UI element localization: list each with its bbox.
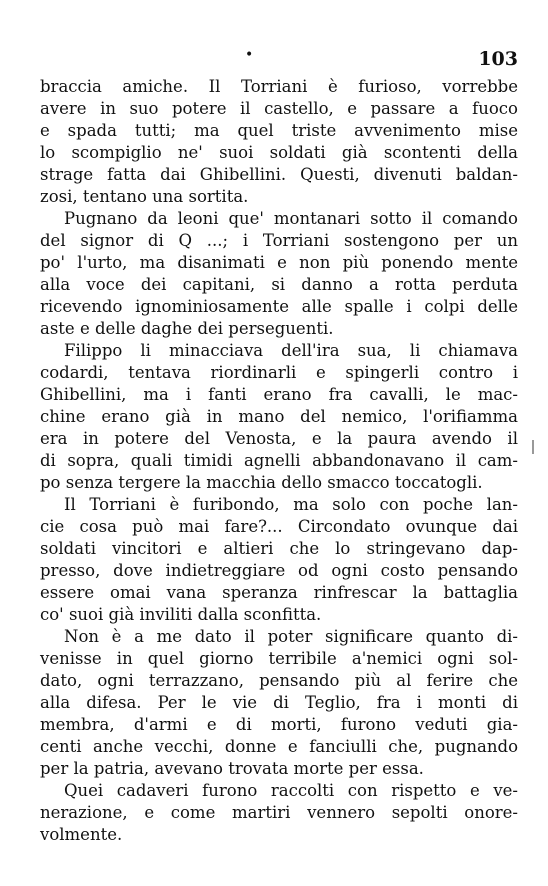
text-line: venisse in quel giorno terribile a'nemici ogni sol- <box>40 649 518 668</box>
paragraph-1 <box>40 76 518 208</box>
page-number: 103 <box>478 48 518 70</box>
text-line: Quei cadaveri furono raccolti con rispetto e ve- <box>64 781 518 800</box>
text-line: avere in suo potere il castello, e passare a fuoco <box>40 99 518 118</box>
paragraph-4 <box>40 494 518 626</box>
page-header <box>40 44 518 74</box>
text-line: dato, ogni terrazzano, pensando più al ferire che <box>40 671 518 690</box>
text-line: alla voce dei capitani, si danno a rotta perduta <box>40 275 518 294</box>
text-line: Ghibellini, ma i fanti erano fra cavalli, le mac- <box>40 385 518 404</box>
text-line: volmente. <box>40 825 123 844</box>
margin-mark <box>532 440 534 454</box>
text-line: e spada tutti; ma quel triste avvenimento mise <box>40 121 518 140</box>
text-line: po senza tergere la macchia dello smacco toccatogli. <box>40 473 483 492</box>
header-marker: • <box>245 47 254 63</box>
paragraph-3 <box>40 340 518 494</box>
paragraph-2 <box>40 208 518 340</box>
text-line: membra, d'armi e di morti, furono veduti gia- <box>40 715 518 734</box>
text-line: codardi, tentava riordinarli e spingerli contro i <box>40 363 518 382</box>
text-line: zosi, tentano una sortita. <box>40 187 249 206</box>
text-line: po' l'urto, ma disanimati e non più ponendo mente <box>40 253 518 272</box>
text-line: era in potere del Venosta, e la paura avendo il <box>40 429 518 448</box>
text-line: per la patria, avevano trovata morte per essa. <box>40 759 424 778</box>
text-line: nerazione, e come martiri vennero sepolti onore- <box>40 803 518 822</box>
text-line: lo scompiglio ne' suoi soldati già scontenti della <box>40 143 518 162</box>
text-line: del signor di Q ...; i Torriani sostengono per un <box>40 231 518 250</box>
text-line: alla difesa. Per le vie di Teglio, fra i monti di <box>40 693 518 712</box>
text-line: di sopra, quali timidi agnelli abbandonavano il cam- <box>40 451 518 470</box>
text-line: presso, dove indietreggiare od ogni costo pensando <box>40 561 518 580</box>
paragraph-6 <box>40 780 518 846</box>
text-line: co' suoi già inviliti dalla sconfitta. <box>40 605 322 624</box>
text-line: essere omai vana speranza rinfrescar la battaglia <box>40 583 518 602</box>
text-line: Non è a me dato il poter significare quanto di- <box>64 627 518 646</box>
text-line: Il Torriani è furibondo, ma solo con poche lan- <box>64 495 518 514</box>
text-line: braccia amiche. Il Torriani è furioso, vorrebbe <box>40 77 518 96</box>
text-line: ricevendo ignominiosamente alle spalle i colpi delle <box>40 297 518 316</box>
text-line: soldati vincitori e altieri che lo stringevano dap- <box>40 539 518 558</box>
text-line: chine erano già in mano del nemico, l'orifiamma <box>40 407 518 426</box>
text-line: cie cosa può mai fare?... Circondato ovunque dai <box>40 517 518 536</box>
text-line: centi anche vecchi, donne e fanciulli che, pugnando <box>40 737 518 756</box>
text-line: aste e delle daghe dei perseguenti. <box>40 319 334 338</box>
text-line: Filippo li minacciava dell'ira sua, li chiamava <box>64 341 518 360</box>
text-line: Pugnano da leoni que' montanari sotto il comando <box>64 209 518 228</box>
paragraph-5 <box>40 626 518 780</box>
text-line: strage fatta dai Ghibellini. Questi, divenuti baldan- <box>40 165 518 184</box>
body-text <box>40 76 518 846</box>
